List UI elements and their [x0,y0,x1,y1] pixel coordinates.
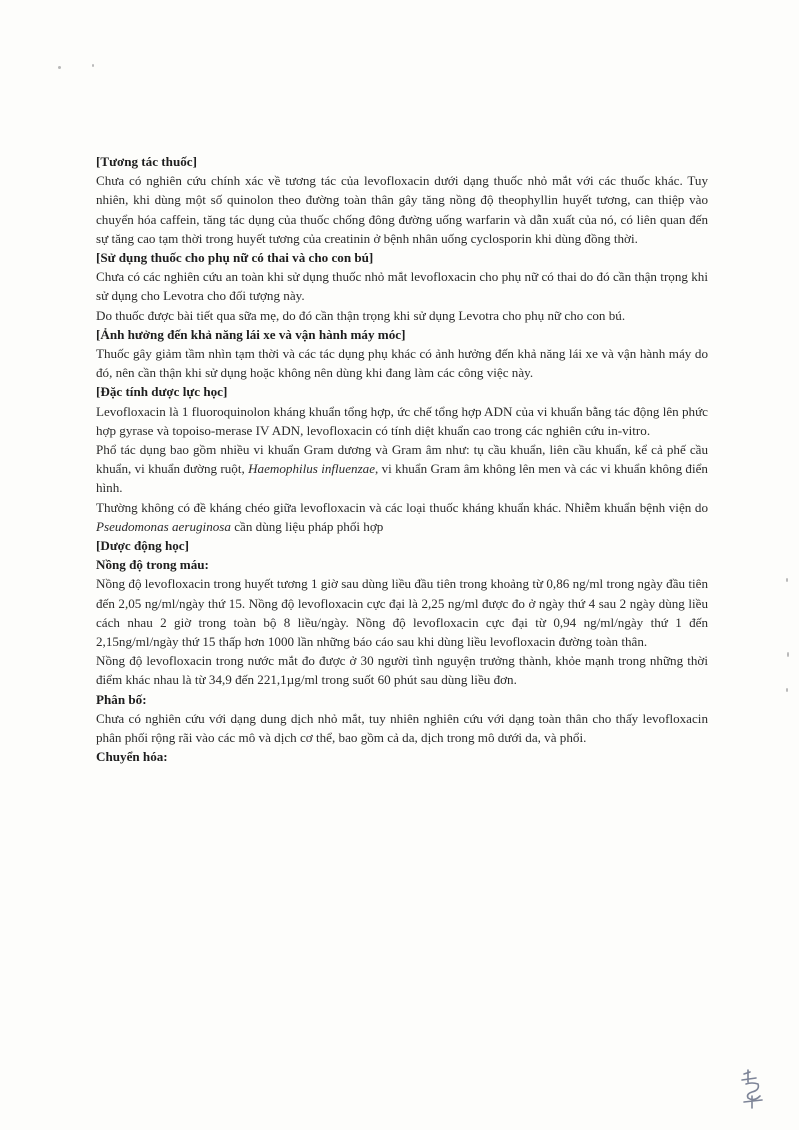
subheading-metabolism: Chuyển hóa: [96,749,168,765]
section-heading-pharmacokinetics: [Dược động học] [96,538,189,554]
subheading-distribution: Phân bố: [96,691,147,707]
paragraph-blood-concentration-1: Nồng độ levofloxacin trong huyết tương 1 giờ sau dùng liều đầu tiên trong khoảng từ 0,86 ng/ml trong ngày đầu tiên đến 2,05 ng/ml/ngày thứ 15. Nồng độ levofloxacin cực đại là 2,25 ng/ml được đo ở ngày thứ 4 sau 2 ngày dùng liều cách nhau 2 giờ trong toàn bộ 8 liều/ngày. Nồng độ levofloxacin cực đại từ 0,94 ng/ml/ngày thứ 1 đến 2,15ng/ml/ngày thứ 15 thấp hơn 1000 lần những báo cáo sau khi dùng liều levofloxacin đường toàn thân. [96,576,708,650]
paragraph-spectrum [96,440,708,498]
scan-speck [786,578,788,582]
paragraph-drug-interactions: Chưa có nghiên cứu chính xác về tương tác của levofloxacin dưới dạng thuốc nhỏ mắt với các thuốc khác. Tuy nhiên, khi dùng một số quinolon theo đường toàn thân gây tăng nồng độ theophyllin huyết tương, can thiệp vào chuyển hóa caffein, tăng tác dụng của thuốc chống đông đường uống warfarin và dẫn xuất của nó, có liên quan đến sự tăng cao tạm thời trong huyết tương của creatinin ở bệnh nhân uống cyclosporin khi dùng đồng thời. [96,173,708,246]
document-body [96,152,708,767]
paragraph-pregnancy-2: Do thuốc được bài tiết qua sữa mẹ, do đó cần thận trọng khi sử dụng Levotra cho phụ nữ cho con bú. [96,307,626,323]
paragraph-driving: Thuốc gây giảm tầm nhìn tạm thời và các tác dụng phụ khác có ảnh hưởng đến khả năng lái xe và vận hành máy do đó, nên cần thận khi sử dụng hoặc không nên dùng khi đang làm các công việc này. [96,346,708,381]
section-heading-drug-interactions: [Tương tác thuốc] [96,154,197,169]
scan-speck [92,64,94,67]
scan-speck [58,66,61,69]
scan-speck [786,688,788,692]
scan-speck [787,652,789,657]
organism-name-pseudomonas: Pseudomonas aeruginosa [96,518,231,534]
organism-name-haemophilus: Haemophilus influenzae [248,461,376,477]
paragraph-distribution: Chưa có nghiên cứu với dạng dung dịch nhỏ mắt, tuy nhiên nghiên cứu với dạng toàn thân cho thấy levofloxacin phân phối rộng rãi vào các mô và dịch cơ thể, bao gồm cả da, dịch trong mô dưới da, và phổi. [96,710,708,746]
section-heading-pregnancy: [Sử dụng thuốc cho phụ nữ có thai và cho con bú] [96,250,374,266]
spectrum-text-before: Phổ tác dụng bao gồm nhiều vi khuẩn Gram dương và Gram âm như: tụ cầu khuẩn, liên cầu khuẩn, kể cả phế cầu khuẩn, vi khuẩn đường ruột, [96,442,708,477]
paragraph-resistance [96,498,708,536]
subheading-blood-concentration: Nồng độ trong máu: [96,557,209,573]
section-heading-driving: [Ảnh hưởng đến khả năng lái xe và vận hành máy móc] [96,326,406,342]
paragraph-mechanism: Levofloxacin là 1 fluoroquinolon kháng khuẩn tổng hợp, ức chế tổng hợp ADN của vi khuẩn bằng tác động lên phức hợp gyrase và topoiso-merase IV ADN, levofloxacin có tính diệt khuẩn cao trong các nghiên cứu in-vitro. [96,403,708,438]
paragraph-pregnancy-1: Chưa có các nghiên cứu an toàn khi sử dụng thuốc nhỏ mắt levofloxacin cho phụ nữ có thai do đó cần thận trọng khi sử dụng cho Levotra cho đối tượng này. [96,269,708,304]
resistance-text-after: cần dùng liệu pháp phối hợp [230,518,384,534]
paragraph-blood-concentration-2: Nồng độ levofloxacin trong nước mắt đo được ở 30 người tình nguyện trưởng thành, khỏe mạnh trong những thời điểm khác nhau là từ 34,9 đến 221,1µg/ml trong suốt 60 phút sau dùng liều đơn. [96,653,708,688]
spectrum-text-after: , vi khuẩn Gram âm không lên men và các vi khuẩn không điển hình. [96,461,708,496]
section-heading-pharmacodynamics: [Đặc tính dược lực học] [96,384,228,400]
handwritten-initial-mark [736,1068,768,1110]
resistance-text-before: Thường không có đề kháng chéo giữa levofloxacin và các loại thuốc kháng khuẩn khác. Nhiễm khuẩn bệnh viện do [96,499,708,515]
